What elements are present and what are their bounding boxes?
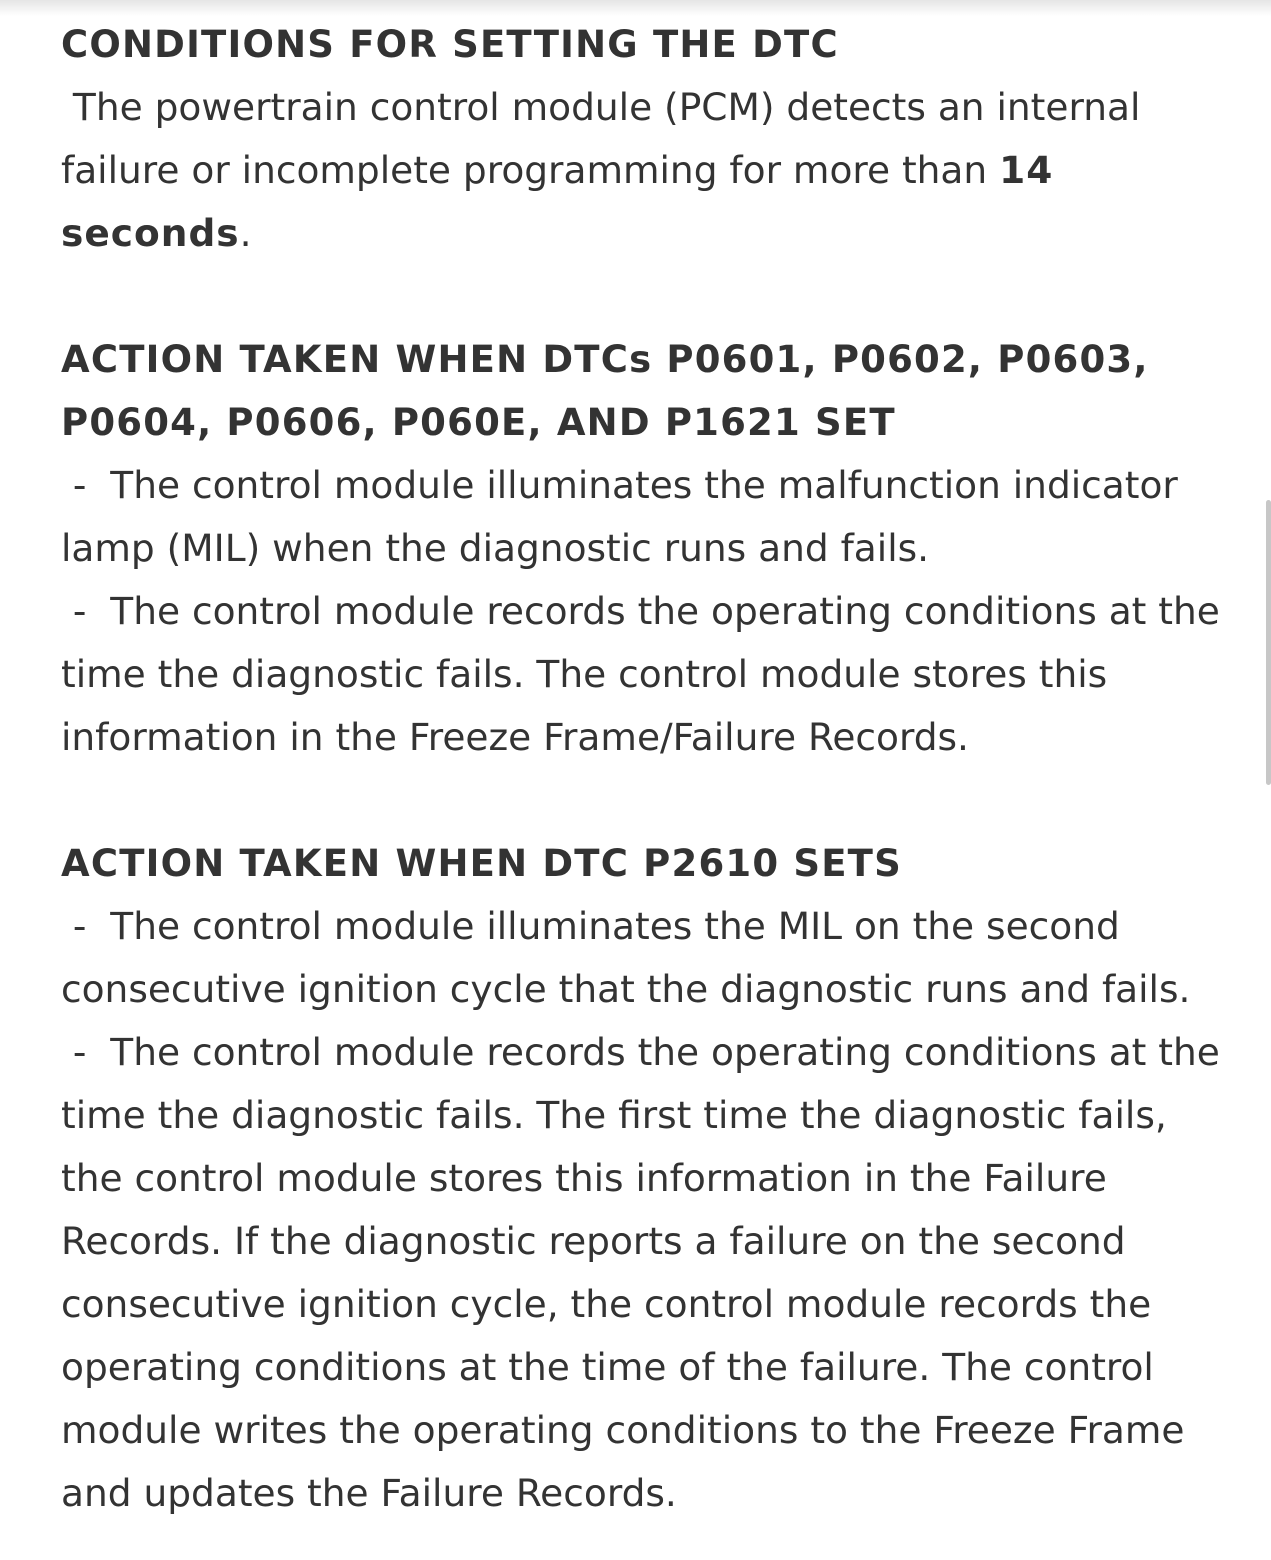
section-heading: ACTION TAKEN WHEN DTCs P0601, P0602, P0603, P0604, P0606, P060E, AND P1621 SET [61, 338, 1149, 444]
document-body [61, 13, 1236, 1525]
section-heading: ACTION TAKEN WHEN DTC P2610 SETS [61, 842, 902, 885]
paragraph-text-end: . [239, 211, 252, 255]
section-spacer [61, 265, 1236, 328]
section-action-dtcs-p0601 [61, 328, 1236, 769]
section-spacer [61, 769, 1236, 832]
bullet-paragraph: - The control module illuminates the malfunction indicator lamp (MIL) when the diagnostic runs and fails. [61, 463, 1190, 570]
paragraph [61, 76, 1236, 265]
bullet-paragraph: - The control module records the operating conditions at the time the diagnostic fails. The control module stores this information in the Freeze Frame/Failure Records. [61, 589, 1232, 759]
section-conditions-for-setting [61, 13, 1236, 265]
paragraph-text: The powertrain control module (PCM) detects an internal failure or incomplete programming for more than [61, 85, 1153, 192]
vertical-scrollbar[interactable] [1266, 500, 1271, 785]
section-heading: CONDITIONS FOR SETTING THE DTC [61, 23, 839, 66]
bullet-paragraph: - The control module illuminates the MIL on the second consecutive ignition cycle that the diagnostic runs and fails. [61, 904, 1191, 1011]
bullet-paragraph: - The control module records the operating conditions at the time the diagnostic fails. The first time the diagnostic fails, the control module stores this information in the Failure Records. If the diagnostic reports a failure on the second consecutive ignition cycle, the control module records the operating conditions at the time of the failure. The control module writes the operating conditions to the Freeze Frame and updates the Failure Records. [61, 1030, 1232, 1515]
bold-duration: 14 seconds [61, 148, 1068, 255]
section-action-dtc-p2610 [61, 832, 1236, 1525]
